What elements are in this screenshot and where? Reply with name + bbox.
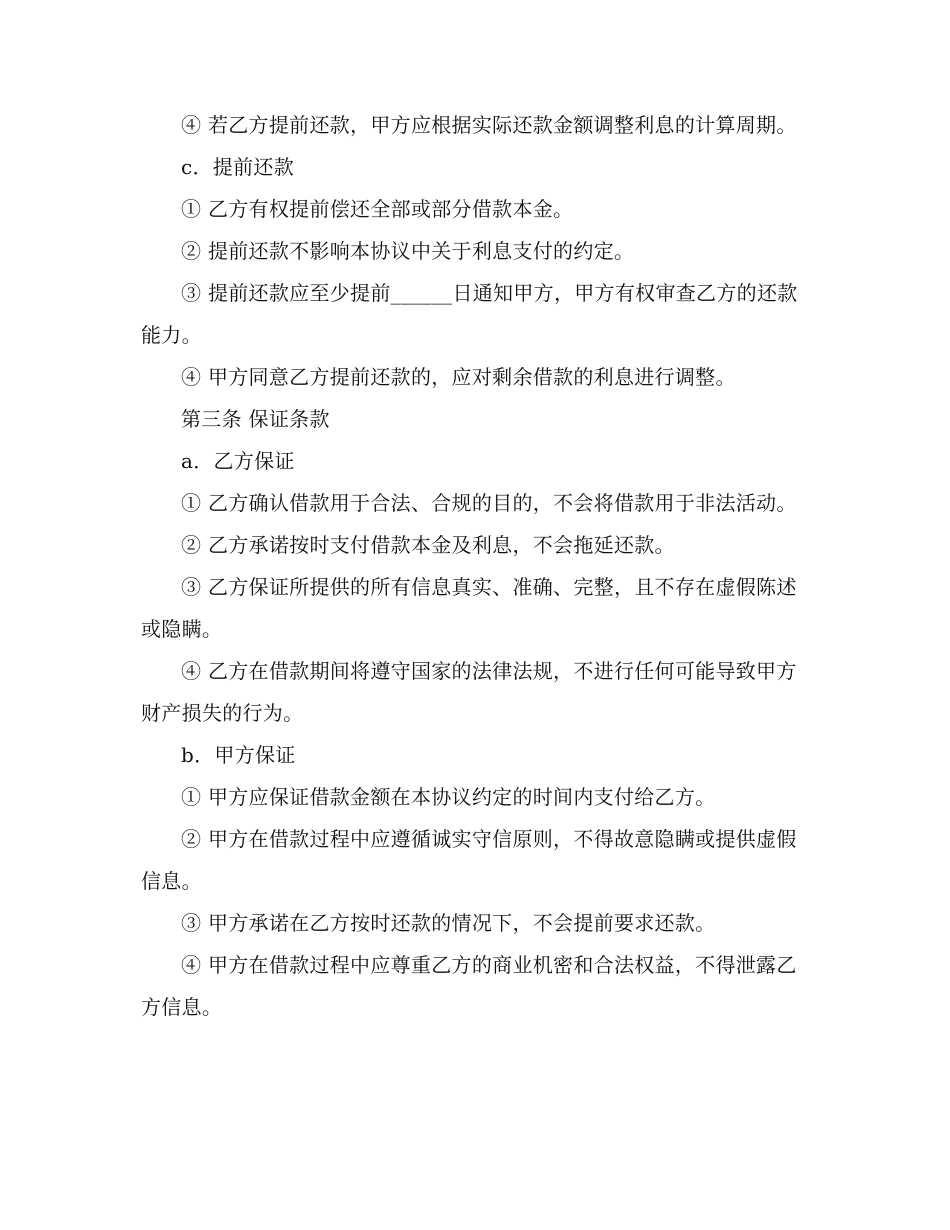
clause-1-early-repayment-right: ① 乙方有权提前偿还全部或部分借款本金。 <box>181 197 574 221</box>
clause-3-truthful-info: ③ 乙方保证所提供的所有信息真实、准确、完整，且不存在虚假陈述或隐瞒。 <box>141 575 797 641</box>
article-3-heading: 第三条 保证条款 <box>181 407 330 431</box>
clause-4-remaining-interest: ④ 甲方同意乙方提前还款的，应对剩余借款的利息进行调整。 <box>181 365 736 389</box>
section-a-heading: a．乙方保证 <box>181 449 295 473</box>
clause-1-disbursement: ① 甲方应保证借款金额在本协议约定的时间内支付给乙方。 <box>181 785 716 809</box>
clause-4-confidentiality: ④ 甲方在借款过程中应尊重乙方的商业机密和合法权益，不得泄露乙方信息。 <box>141 953 797 1019</box>
section-c-heading: c．提前还款 <box>181 155 295 179</box>
clause-2-good-faith: ② 甲方在借款过程中应遵循诚实守信原则，不得故意隐瞒或提供虚假信息。 <box>141 827 797 893</box>
section-b-heading: b．甲方保证 <box>181 743 296 767</box>
clause-3-no-early-demand: ③ 甲方承诺在乙方按时还款的情况下，不会提前要求还款。 <box>181 911 716 935</box>
clause-1-legal-use: ① 乙方确认借款用于合法、合规的目的，不会将借款用于非法活动。 <box>181 491 797 515</box>
clause-4-interest-adjustment: ④ 若乙方提前还款，甲方应根据实际还款金额调整利息的计算周期。 <box>181 113 797 137</box>
clause-2-interest-unaffected: ② 提前还款不影响本协议中关于利息支付的约定。 <box>181 239 635 263</box>
clause-2-timely-payment: ② 乙方承诺按时支付借款本金及利息，不会拖延还款。 <box>181 533 675 557</box>
clause-4-comply-laws: ④ 乙方在借款期间将遵守国家的法律法规，不进行任何可能导致甲方财产损失的行为。 <box>141 659 797 725</box>
clause-3-notice-period: ③ 提前还款应至少提前______日通知甲方，甲方有权审查乙方的还款能力。 <box>141 281 798 347</box>
